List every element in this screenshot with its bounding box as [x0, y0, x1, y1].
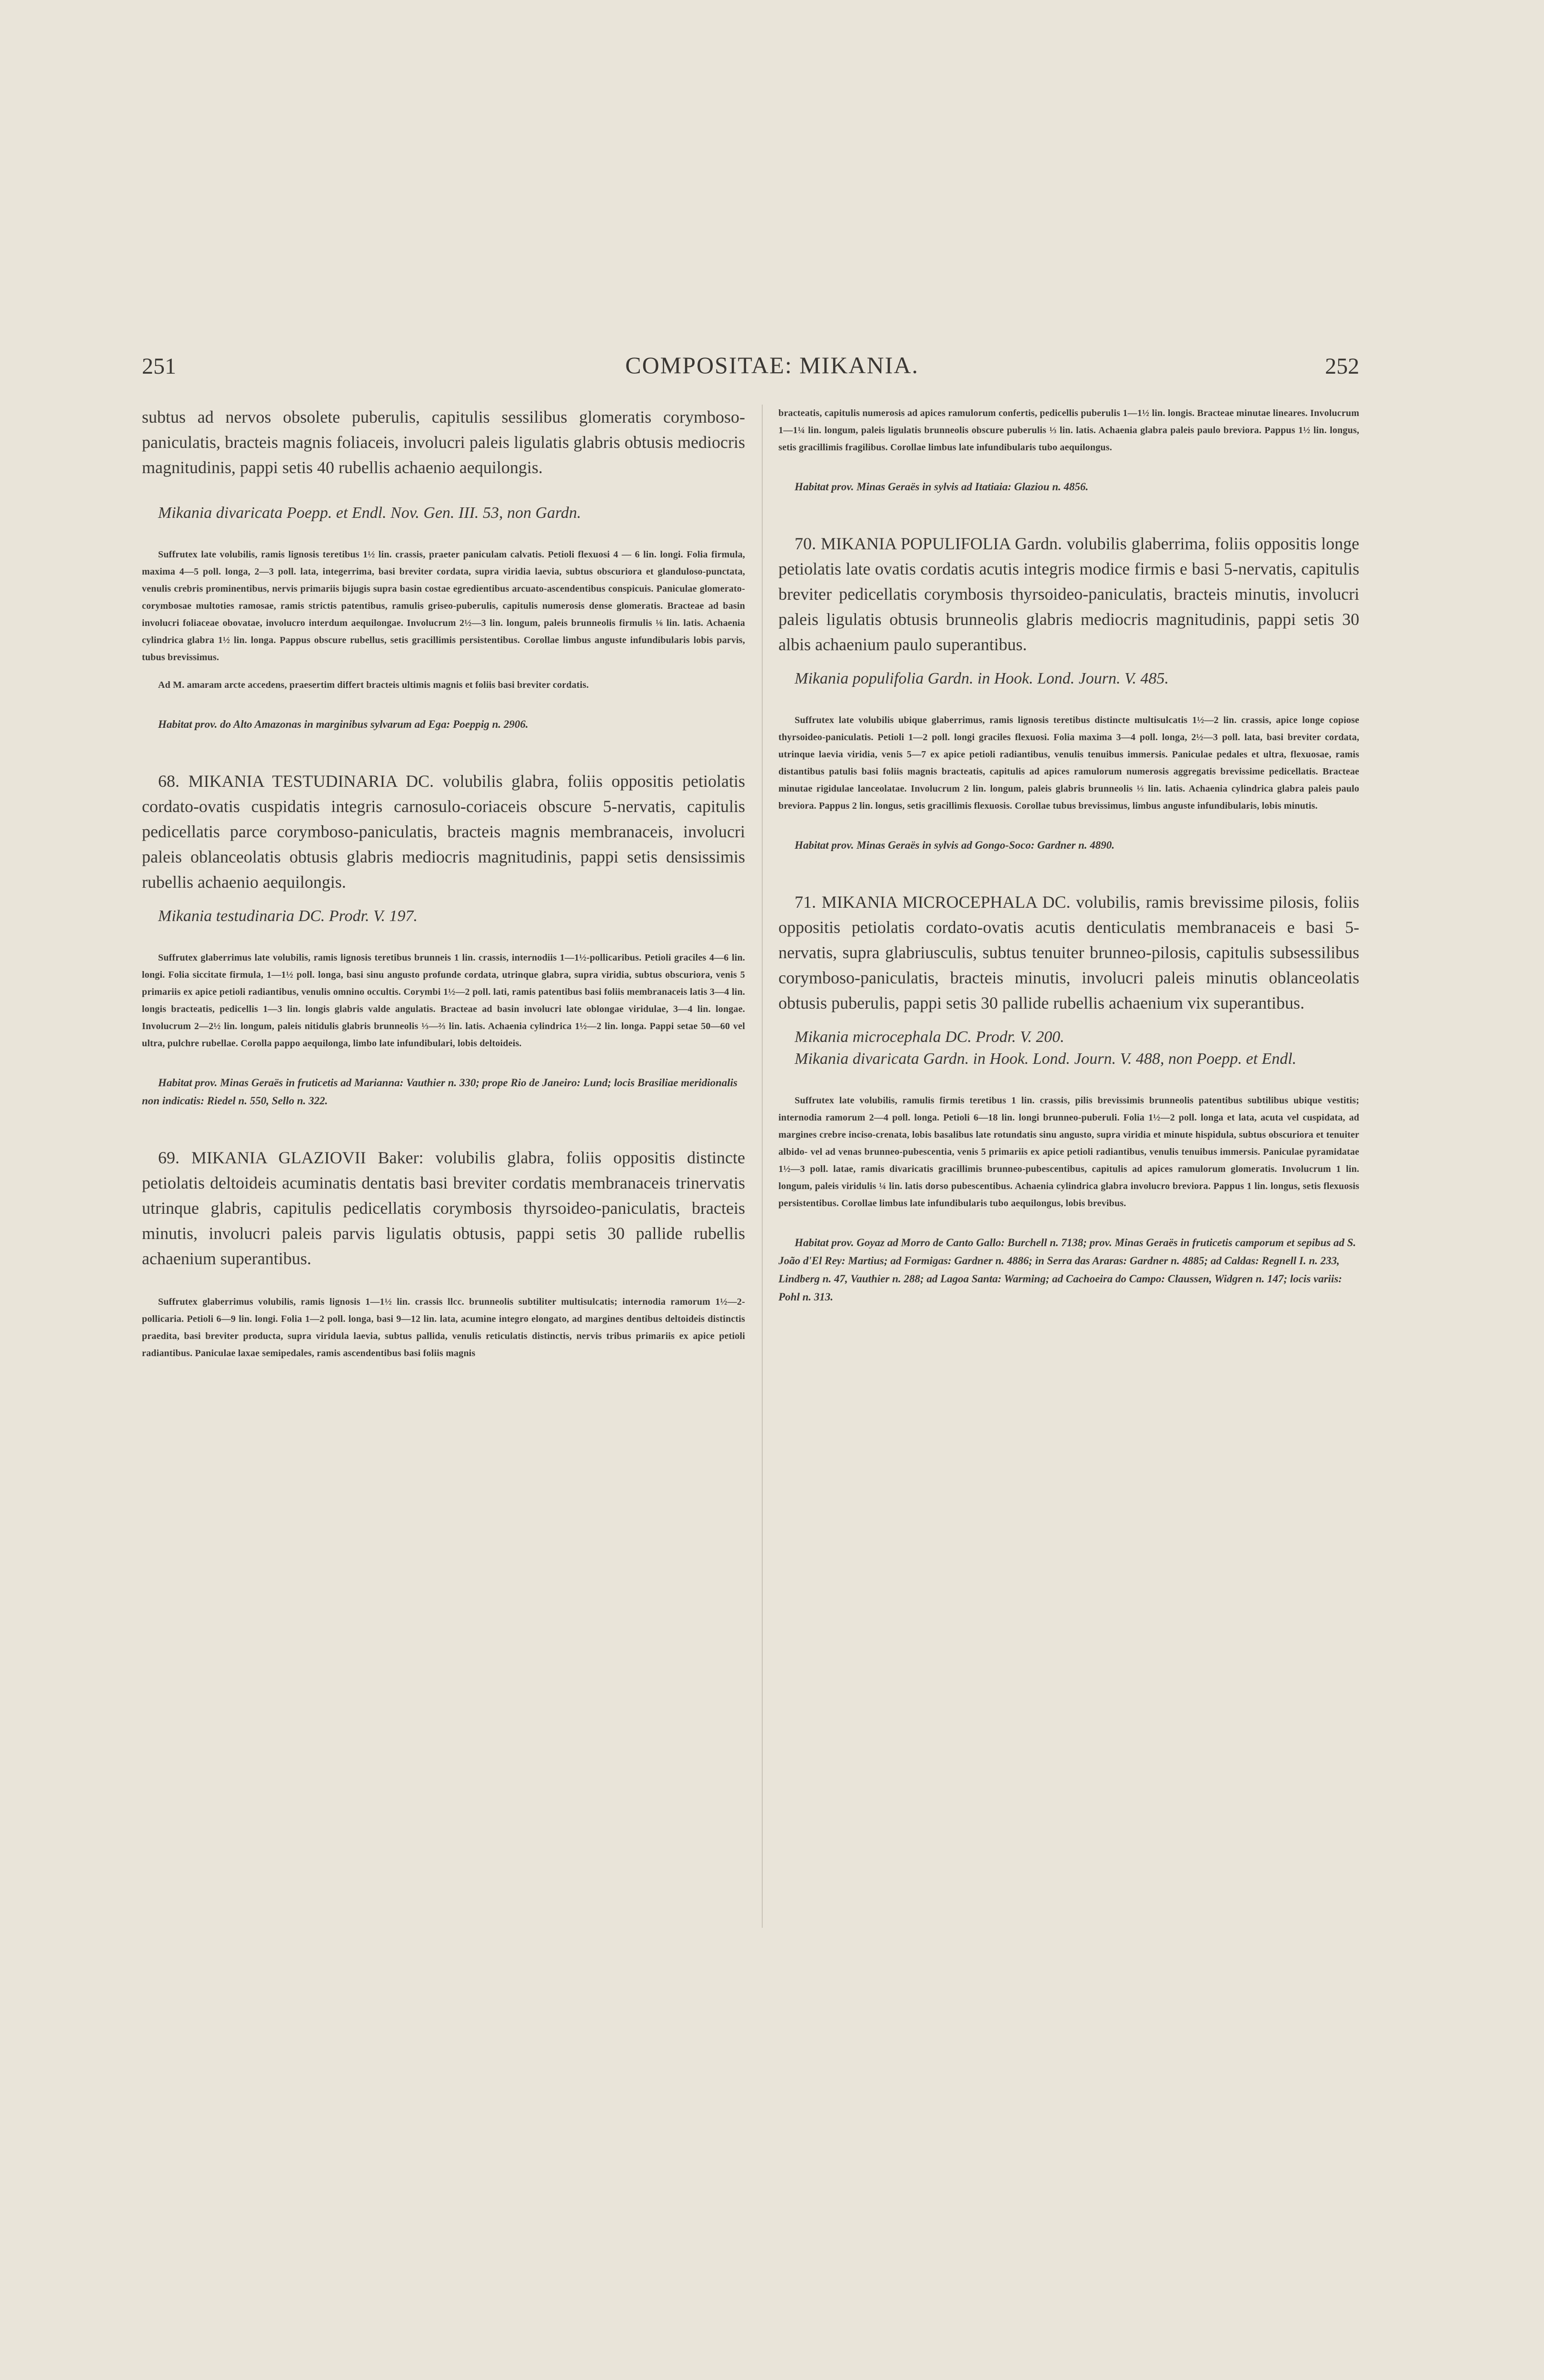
- column-divider: [762, 405, 763, 1928]
- species-70-habitat: Habitat prov. Minas Geraës in sylvis ad Gongo-Soco: Gardner n. 4890.: [795, 839, 1115, 851]
- species-70-description: Suffrutex late volubilis ubique glaberrimus, ramis lignosis teretibus distincte multisulcatis 1½—2 lin. crassis, apice longe copiose thyrsoideo-paniculatis. Petioli 1—2 poll. longi graciles flexuosi. Folia maxima 3—4 poll. longa, 2½—3 poll. lata, basi breviter cordata, utrinque laevia viridia, venis 5—7 ex apice petioli radiantibus, venulis tenuibus immersis. Paniculae pedales et ultra, flexuosae, ramis distantibus patulis basi foliis magnis bracteatis, capitulis ad apices ramulorum numerosis aggregatis brevissime pedicellatis. Bracteae minutae rigidulae lanceolatae. Involucrum 2 lin. longum, paleis glabris brunneolis ⅓ lin. latis. Achaenia cylindrica glabra paleis paulo breviora. Pappus 2 lin. longus, setis gracillimis flexuosis. Corollae tubus brevissimus, limbus anguste infundibularis, lobis minutis.: [778, 715, 1359, 811]
- note-block: Ad M. amaram arcte accedens, praesertim differt bracteis ultimis magnis et foliis basi breviter cordatis.: [158, 680, 589, 690]
- page-number-right: 252: [1325, 354, 1359, 379]
- species-70-diagnosis: 70. MIKANIA POPULIFOLIA Gardn. volubilis glaberrima, foliis oppositis longe petiolatis late ovatis cordatis acutis integris modice firmis e basi 5-nervatis, capitulis breviter pedicellatis corymbosis thyrsoideo-paniculatis, bracteis minutis, involucri paleis ligulatis obtusis brunneolis glabris mediocris magnitudinis, pappi setis 30 albis achaenium paulo superantibus.: [778, 534, 1359, 654]
- habitat-block: Habitat prov. do Alto Amazonas in marginibus sylvarum ad Ega: Poeppig n. 2906.: [158, 718, 528, 730]
- description-block: Suffrutex late volubilis, ramis lignosis teretibus 1½ lin. crassis, praeter paniculam calvatis. Petioli flexuosi 4 — 6 lin. longi. Folia firmula, maxima 4—5 poll. longa, 2—3 poll. lata, integerrima, basi breviter cordata, supra viridia laevia, subtus obscuriora et glanduloso-punctata, venulis crebris prominentibus, nervis primariis bijugis supra basin costae egredientibus arcuato-ascendentibus conspicuis. Paniculae glomerato-corymbosae multoties ramosae, ramis strictis patentibus, ramulis griseo-puberulis, capitulis numerosis dense glomeratis. Bracteae ad basin involucri foliaceae obovatae, involucro interdum aequilongae. Involucrum 2½—3 lin. longum, paleis brunneolis firmulis ⅛ lin. latis. Achaenia cylindrica glabra 1½ lin. longa. Pappus obscure rubellus, setis gracillimis persistentibus. Corollae limbus anguste infundibularis lobis parvis, tubus brevissimus.: [142, 549, 745, 663]
- species-71-synonym-1: Mikania microcephala DC. Prodr. V. 200.: [795, 1028, 1065, 1046]
- species-71-synonym-2: Mikania divaricata Gardn. in Hook. Lond. Journ. V. 488, non Poepp. et Endl.: [795, 1050, 1296, 1068]
- continued-diagnosis: subtus ad nervos obsolete puberulis, capitulis sessilibus glomeratis corymboso-paniculatis, bracteis magnis foliaceis, involucri paleis ligulatis glabris obtusis mediocris magnitudinis, pappi setis 40 rubellis achaenio aequilongis.: [142, 407, 745, 477]
- species-69-description: Suffrutex glaberrimus volubilis, ramis lignosis 1—1½ lin. crassis llcc. brunneolis subtiliter multisulcatis; internodia ramorum 1½—2-pollicaria. Petioli 6—9 lin. longi. Folia 1—2 poll. longa, basi 9—12 lin. lata, acumine integro elongato, ad margines dentibus deltoideis distinctis praedita, basi breviter producta, supra viridula laevia, subtus pallida, venulis reticulatis distinctis, nervis tribus primariis ex apice petioli radiantibus. Paniculae laxae semipedales, ramis ascendentibus basi foliis magnis: [142, 1297, 745, 1359]
- running-header: [0, 353, 1544, 387]
- species-68-description: Suffrutex glaberrimus late volubilis, ramis lignosis teretibus brunneis 1 lin. crassis, internodiis 1—1½-pollicaribus. Petioli graciles 4—6 lin. longi. Folia siccitate firmula, 1—1½ poll. longa, basi sinu angusto profunde cordata, utrinque glabra, supra viridia, subtus obscuriora, venis 5 primariis ex apice petioli radiantibus, venulis omnino occultis. Corymbi 1½—2 poll. lati, ramis patentibus basi foliis membranaceis latis 3—4 lin. longis bracteatis, pedicellis 1—3 lin. longis glabris valde angulatis. Bracteae ad basin involucri late oblongae viridulae, 3—4 lin. longae. Involucrum 2—2½ lin. longum, paleis nitidulis glabris brunneolis ⅓—⅔ lin. latis. Achaenia cylindrica 1½—2 lin. longa. Pappi setae 50—60 vel ultra, pulchre rubellae. Corolla pappo aequilonga, limbo late infundibulari, lobis deltoideis.: [142, 952, 745, 1049]
- right-column: [778, 405, 1359, 1306]
- species-71-diagnosis: 71. MIKANIA MICROCEPHALA DC. volubilis, ramis brevissime pilosis, foliis oppositis petiolatis cordato-ovatis acutis denticulatis membranaceis e basi 5-nervatis, supra glabriusculis, subtus tenuiter brunneo-pilosis, capitulis subsessilibus corymboso-paniculatis, bracteis minutis, involucri paleis minutis oblanceolatis obtusis puberulis, pappi setis 30 pallide rubellis achaenium vix superantibus.: [778, 892, 1359, 1012]
- page-number-left: 251: [142, 354, 176, 379]
- species-71-description: Suffrutex late volubilis, ramulis firmis teretibus 1 lin. crassis, pilis brevissimis brunneolis patentibus subtilibus ubique vestitis; internodia ramorum 2—4 poll. longa. Petioli 6—18 lin. longi brunneo-puberuli. Folia 1½—2 poll. longa et lata, acuta vel cuspidata, ad margines crebre inciso-crenata, lobis basalibus late rotundatis sinu angusto, supra viridia et minute hispidula, subtus obscuriora et tenuiter albido- vel ad venas brunneo-pubescentia, venis 5 primariis ex apice petioli radiantibus, venulis tenuibus immersis. Paniculae pyramidatae 1½—3 poll. latae, ramis divaricatis gracillimis brunneo-pubescentibus, capitulis ad apices ramulorum glomeratis. Involucrum 1 lin. longum, paleis viridulis ¼ lin. latis dorso pubescentibus. Achaenia cylindrica glabra involucro breviora. Pappus 1 lin. longus, setis flexuosis persistentibus. Corollae limbus late infundibularis tubo aequilongus, lobis brevibus.: [778, 1095, 1359, 1209]
- species-68-diagnosis: 68. MIKANIA TESTUDINARIA DC. volubilis glabra, foliis oppositis petiolatis cordato-ovatis cuspidatis integris carnosulo-coriaceis obscure 5-nervatis, capitulis pedicellatis parce corymboso-paniculatis, bracteis magnis membranaceis, involucri paleis oblanceolatis obtusis glabris mediocris magnitudinis, pappi setis densissimis rubellis achaenio aequilongis.: [142, 772, 745, 892]
- species-69-description-continued: bracteatis, capitulis numerosis ad apices ramulorum confertis, pedicellis puberulis 1—1½ lin. longis. Bracteae minutae lineares. Involucrum 1—1¼ lin. longum, paleis ligulatis brunneolis obscure puberulis ⅓ lin. latis. Achaenia glabra paleis paulo breviora. Pappus 1½ lin. longus, setis gracillimis fragilibus. Corollae limbus late infundibularis tubo aequilongus.: [778, 408, 1359, 453]
- synonym-divaricata: Mikania divaricata Poepp. et Endl. Nov. Gen. III. 53, non Gardn.: [158, 504, 581, 522]
- species-71-habitat: Habitat prov. Goyaz ad Morro de Canto Gallo: Burchell n. 7138; prov. Minas Geraës in fruticetis camporum et sepibus ad S. João d'El Rey: Martius; ad Formigas: Gardner n. 4886; in Serra das Araras: Gardner n. 4885; ad Caldas: Regnell I. n. 233, Lindberg n. 47, Vauthier n. 288; ad Lagoa Santa: Warming; ad Cachoeira do Campo: Claussen, Widgren n. 147; locis variis: Pohl n. 313.: [778, 1237, 1356, 1303]
- species-68-synonym: Mikania testudinaria DC. Prodr. V. 197.: [158, 907, 418, 925]
- left-column: [142, 405, 745, 1362]
- species-70-synonym: Mikania populifolia Gardn. in Hook. Lond. Journ. V. 485.: [795, 670, 1169, 687]
- species-69-diagnosis: 69. MIKANIA GLAZIOVII Baker: volubilis glabra, foliis oppositis distincte petiolatis deltoideis acuminatis dentatis basi breviter cordatis membranaceis trinervatis utrinque glabris, capitulis pedicellatis corymbosis thyrsoideo-paniculatis, bracteis minutis, involucri paleis parvis ligulatis obtusis, pappi setis 30 pallide rubellis achaenium superantibus.: [142, 1148, 745, 1268]
- species-69-habitat: Habitat prov. Minas Geraës in sylvis ad Itatiaia: Glaziou n. 4856.: [795, 481, 1089, 493]
- running-title: COMPOSITAE: MIKANIA.: [625, 352, 919, 378]
- species-68-habitat: Habitat prov. Minas Geraës in fruticetis ad Marianna: Vauthier n. 330; prope Rio de Janeiro: Lund; locis Brasiliae meridionalis non indicatis: Riedel n. 550, Sello n. 322.: [142, 1077, 737, 1107]
